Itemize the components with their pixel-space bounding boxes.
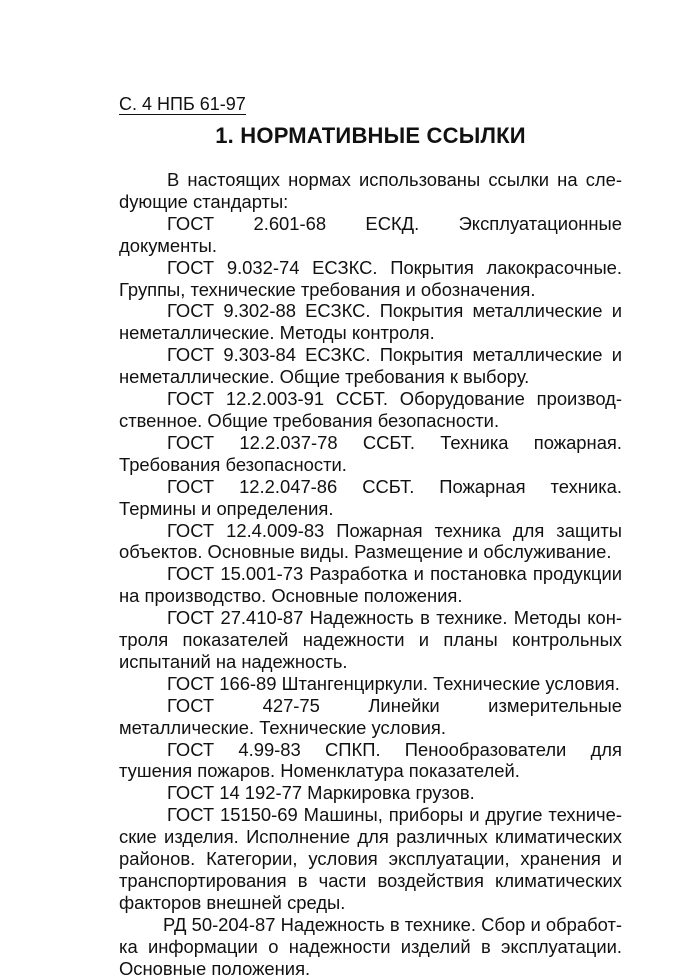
paragraph: ГОСТ 4.99-83 СПКП. Пенообразователи для тушения пожаров. Номенклатура показателей.	[119, 738, 622, 782]
paragraph: ГОСТ 15.001-73 Разработка и постановка продукции на производство. Основные положения.	[119, 563, 622, 607]
paragraph: ГОСТ 15150-69 Машины, приборы и другие технические изделия. Исполнение для различных климатических районов. Категории, условия эксплуатации, хранения и транспортирования в части воздействия климатических факторов внешней среды.	[119, 804, 622, 913]
paragraph: ГОСТ 2.601-68 ЕСКД. Эксплуатационные документы.	[119, 212, 622, 256]
paragraph: ГОСТ 27.410-87 Надежность в технике. Методы контроля показателей надежности и планы контрольных испытаний на надежность.	[119, 607, 622, 672]
paragraph: ГОСТ 12.2.037-78 ССБТ. Техника пожарная. Требования безопасности.	[119, 431, 622, 475]
page-header: С. 4 НПБ 61-97	[119, 94, 246, 114]
paragraph: ГОСТ 9.032-74 ЕСЗКС. Покрытия лакокрасочные. Группы, технические требования и обозначения.	[119, 256, 622, 300]
paragraph: ГОСТ 9.302-88 ЕСЗКС. Покрытия металлические и неметаллические. Методы контроля.	[119, 300, 622, 344]
section-title: 1. НОРМАТИВНЫЕ ССЫЛКИ	[215, 123, 526, 148]
paragraph: ГОСТ 12.2.003-91 ССБТ. Оборудование производственное. Общие требования безопасности.	[119, 388, 622, 431]
paragraph: ГОСТ 14 192-77 Маркировка грузов.	[167, 782, 475, 804]
paragraph: ГОСТ 427-75 Линейки измерительные металлические. Технические условия.	[119, 694, 622, 738]
paragraph: ГОСТ 12.4.009-83 Пожарная техника для защиты объектов. Основные виды. Размещение и обслуживание.	[119, 519, 622, 563]
paragraph: РД 50-204-87 Надежность в технике. Сбор и обработка информации о надежности изделий в эксплуатации. Основные положения.	[119, 913, 622, 979]
paragraph: ГОСТ 9.303-84 ЕСЗКС. Покрытия металлические и неметаллические. Общие требования к выбору.	[119, 344, 622, 388]
paragraph: ГОСТ 12.2.047-86 ССБТ. Пожарная техника. Термины и определения.	[119, 475, 622, 519]
paragraph: В настоящих нормах использованы ссылки на слеdующие стандарты:	[119, 169, 622, 212]
document-body	[119, 169, 622, 980]
paragraph: ГОСТ 166-89 Штангенциркули. Технические условия.	[167, 672, 620, 694]
